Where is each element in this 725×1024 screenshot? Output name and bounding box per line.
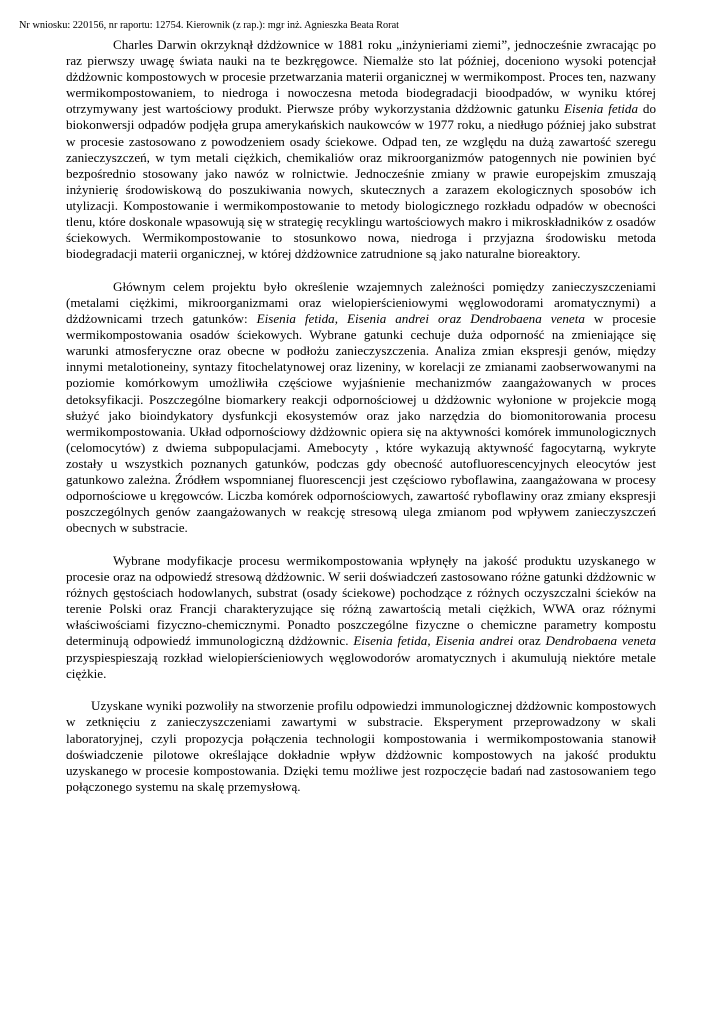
report-body <box>66 37 656 795</box>
text-run: Charles Darwin okrzyknął dżdżownice w 1881 roku „inżynieriami ziemi”, jednocześnie zwracając po raz pierwszy uwagę świata nauki na te bezkręgowce. Niemalże sto lat później, doceniono wysoki potencjał dżdżownic kompostowych w procesie przetwarzania materii organicznej w wermikompost. Proces ten, nazwany wermikompostowaniem, to niedroga i nowoczesna metoda biodegradacji bioodpadów, w wyniku której otrzymywany jest wartościowy produkt. Pierwsze próby wykorzystania dżdżownic gatunku <box>66 37 656 117</box>
report-header: Nr wniosku: 220156, nr raportu: 12754. Kierownik (z rap.): mgr inż. Agnieszka Beata Rorat <box>19 20 400 31</box>
paragraph-results <box>66 698 656 795</box>
text-run: przyspiespieszają rozkład wielopierścieniowych węglowodorów aromatycznych i akumulują niektóre metale ciężkie. <box>66 649 656 681</box>
text-run: w procesie wermikompostowania osadów ściekowych. Wybrane gatunki cechuje duża odporność na zmieniające się warunki atmosferyczne oraz obecne w podłożu zanieczyszczenia. Analiza zmian ekspresji genów, między innymi metalotioneiny, syntazy fitochelatynowej oraz lizeniny, w korelacji ze zmianami zaobserwowanymi na poziomie komórkowym umożliwiła częściowe wyjaśnienie mechanizmów zaangażowanych w proces detoksyfikacji. Poszczególne biomarkery reakcji odpornościowej u dżdżownic wyłonione w projekcie mogą służyć jako bioindykatory dysfunkcji ekosystemów oraz jako narzędzia do biomonitorowania procesu wermikompostowania. Układ odpornościowy dżdżownic opiera się na aktywności komórek immunologicznych (celomocytów) z dwiema subpopulacjami. Amebocyty , które wykazują aktywność fagocytarną, wykryte zostały u wszystkich poznanych gatunków, podczas gdy obecność autofluorescencyjnych eleocytów jest gatunkowo zależna. Źródłem wspomnianej fluorescencji jest częściowo ryboflawina, zaangażowana w procesy odpornościowe u kręgowców. Liczba komórek odpornościowych, zawartość ryboflawiny oraz zmiany ekspresji poszczególnych genów zaangażowanych w reakcję stresową ulega zmianom pod wpływem zanieczyszczeń obecnych w substracie. <box>66 311 656 536</box>
species-name: Eisenia fetida <box>564 101 639 117</box>
text-run: oraz <box>513 633 546 649</box>
paragraph-modifications <box>66 553 656 682</box>
text-run: do biokonwersji odpadów podjęła grupa amerykańskich naukowców w 1977 roku, a niedługo później jako substrat w procesie zastosowano z powodzeniem osady ściekowe. Odpad ten, ze względu na dużą zawartość szeregu zanieczyszczeń, w tym metali ciężkich, chemikaliów oraz mikroorganizmów patogennych nie powinien być bezpośrednio stosowany jako nawóz w rolnictwie. Jednocześnie zmiany w prawie europejskim zmuszają inżynierię środowiskową do poszukiwania nowych, skutecznych a zarazem ekologicznych sposobów ich utylizacji. Kompostowanie i wermikompostowanie to metody biologicznego rozkładu odpadów w obecności tlenu, które doskonale wpasowują się w strategię recyklingu wartościowych makro i mikroskładników z osadów ściekowych. Wermikompostowanie to stosunkowo nowa, niedroga i przyjazna środowisku metoda biodegradacji materii organicznej, w której dżdżownice zatrudnione są jako naturalne bioreaktory. <box>66 101 657 262</box>
species-name: Eisenia fetida <box>256 311 335 327</box>
text-run: Wybrane modyfikacje procesu wermikompostowania wpłynęły na jakość produktu uzyskanego w procesie oraz na odpowiedź stresową dżdżownic. W serii doświadczeń zastosowano różne gatunki dżdżownic w różnych gęstościach hodowlanych, substrat (osady ściekowe) pochodzące z różnych oczyszczalni ścieków na terenie Polski oraz Francji charakteryzujące się różną zawartością metali ciężkich, WWA oraz różnymi właściwościami fizyczno-chemicznymi. Ponadto poszczególne fizyczne o chemiczne parametry kompostu determinują odpowiedź immunologiczną dżdżownic. <box>66 553 656 649</box>
species-separator: , <box>334 311 347 327</box>
paragraph-introduction <box>66 37 656 262</box>
text-run: Uzyskane wyniki pozwoliły na stworzenie profilu odpowiedzi immunologicznej dżdżownic kompostowych w zetknięciu z zanieczyszczeniami zawartymi w substracie. Eksperyment przeprowadzony w skali laboratoryjnej, czyli propozycja połączenia technologii kompostowania i wermikompostowania stanowił doświadczenie pilotowe określające dokładnie wpływ dżdżownic kompostowych na jakość produktu uzyskanego w procesie kompostowania. Dzięki temu możliwe jest rozpoczęcie badań nad zastosowaniem tego połączonego systemu na skalę przemysłową. <box>66 698 656 794</box>
species-name: Eisenia andrei <box>435 633 514 649</box>
species-name: Eisenia fetida <box>353 633 428 649</box>
species-name: Dendrobaena veneta <box>545 633 657 649</box>
species-separator: , <box>427 633 436 649</box>
text-run: Głównym celem projektu było określenie wzajemnych zależności pomiędzy zanieczyszczeniami (metalami ciężkimi, mikroorganizmami oraz wielopierścieniowymi węglowodorami aromatycznymi) a dżdżownicami trzech gatunków: <box>66 278 656 327</box>
paragraph-project-goal <box>66 279 656 537</box>
species-name: Eisenia andrei oraz Dendrobaena veneta <box>346 311 585 327</box>
